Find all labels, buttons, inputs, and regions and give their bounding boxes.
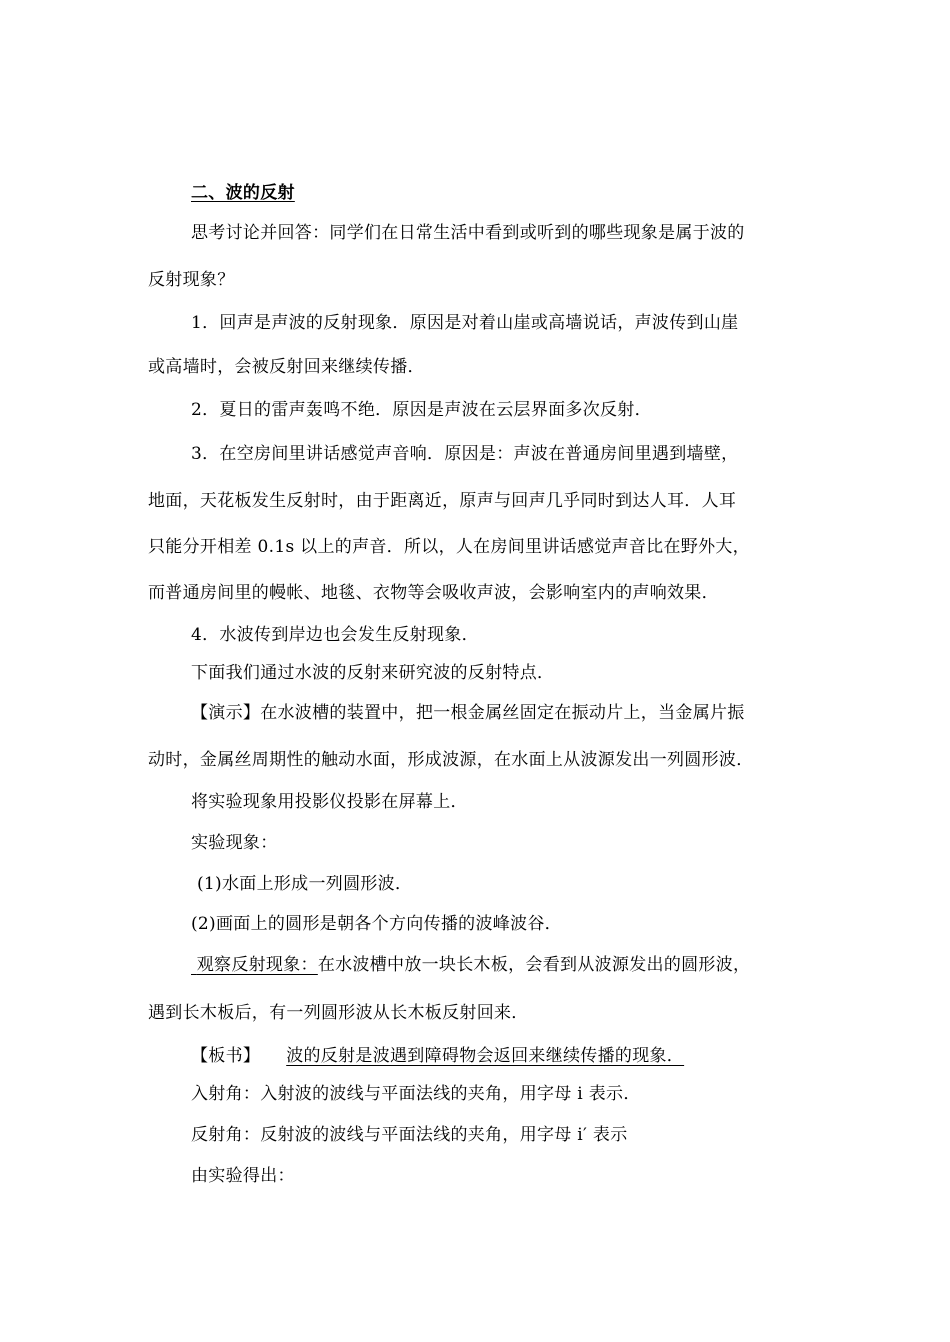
board-label: 【板书】 <box>191 1046 261 1066</box>
demo-line-2: 动时，金属丝周期性的触动水面，形成波源，在水面上从波源发出一列圆形波． <box>148 750 754 770</box>
item-4: 4．水波传到岸边也会发生反射现象． <box>191 625 479 645</box>
reflection-angle-line: 反射角：反射波的波线与平面法线的夹角，用字母 i′ 表示 <box>191 1125 628 1145</box>
conclusion-intro: 由实验得出： <box>191 1166 295 1186</box>
observe-line-1 <box>191 954 750 976</box>
question-line-1: 思考讨论并回答：同学们在日常生活中看到或听到的哪些现象是属于波的 <box>191 223 745 243</box>
question-line-2: 反射现象？ <box>148 270 235 290</box>
demo-text: 在水波槽的装置中，把一根金属丝固定在振动片上，当金属片振 <box>260 703 745 723</box>
observe-text: 在水波槽中放一块长木板，会看到从波源发出的圆形波， <box>317 955 751 975</box>
board-line <box>191 1045 684 1067</box>
item-1-line-1: 1．回声是声波的反射现象．原因是对着山崖或高墙说话，声波传到山崖 <box>191 313 739 333</box>
item-3-line-1: 3．在空房间里讲话感觉声音响．原因是：声波在普通房间里遇到墙壁， <box>191 444 739 464</box>
item-3-line-4: 而普通房间里的幔帐、地毯、衣物等会吸收声波，会影响室内的声响效果． <box>148 583 719 603</box>
section-heading: 二、波的反射 <box>191 183 295 203</box>
observe-line-2: 遇到长木板后，有一列圆形波从长木板反射回来． <box>148 1003 529 1023</box>
intro-line: 下面我们通过水波的反射来研究波的反射特点． <box>191 663 555 683</box>
item-2: 2．夏日的雷声轰鸣不绝．原因是声波在云层界面多次反射． <box>191 400 652 420</box>
item-3-line-3: 只能分开相差 0.1s 以上的声音．所以，人在房间里讲话感觉声音比在野外大， <box>148 537 750 557</box>
projection-line: 将实验现象用投影仪投影在屏幕上． <box>191 792 468 812</box>
phenomenon-2: (2)画面上的圆形是朝各个方向传播的波峰波谷． <box>191 914 562 934</box>
observe-label: 观察反射现象： <box>196 955 318 975</box>
board-text: 波的反射是波遇到障碍物会返回来继续传播的现象． <box>286 1046 685 1066</box>
phenomena-title: 实验现象： <box>191 833 278 853</box>
item-1-line-2: 或高墙时，会被反射回来继续传播． <box>148 357 425 377</box>
item-3-line-2: 地面，天花板发生反射时，由于距离近，原声与回声几乎同时到达人耳．人耳 <box>148 491 737 511</box>
demo-line-1 <box>191 702 745 724</box>
demo-label: 【演示】 <box>191 703 261 723</box>
phenomenon-1: (1)水面上形成一列圆形波． <box>197 874 413 894</box>
incidence-angle-line: 入射角：入射波的波线与平面法线的夹角，用字母 i 表示． <box>191 1084 641 1104</box>
